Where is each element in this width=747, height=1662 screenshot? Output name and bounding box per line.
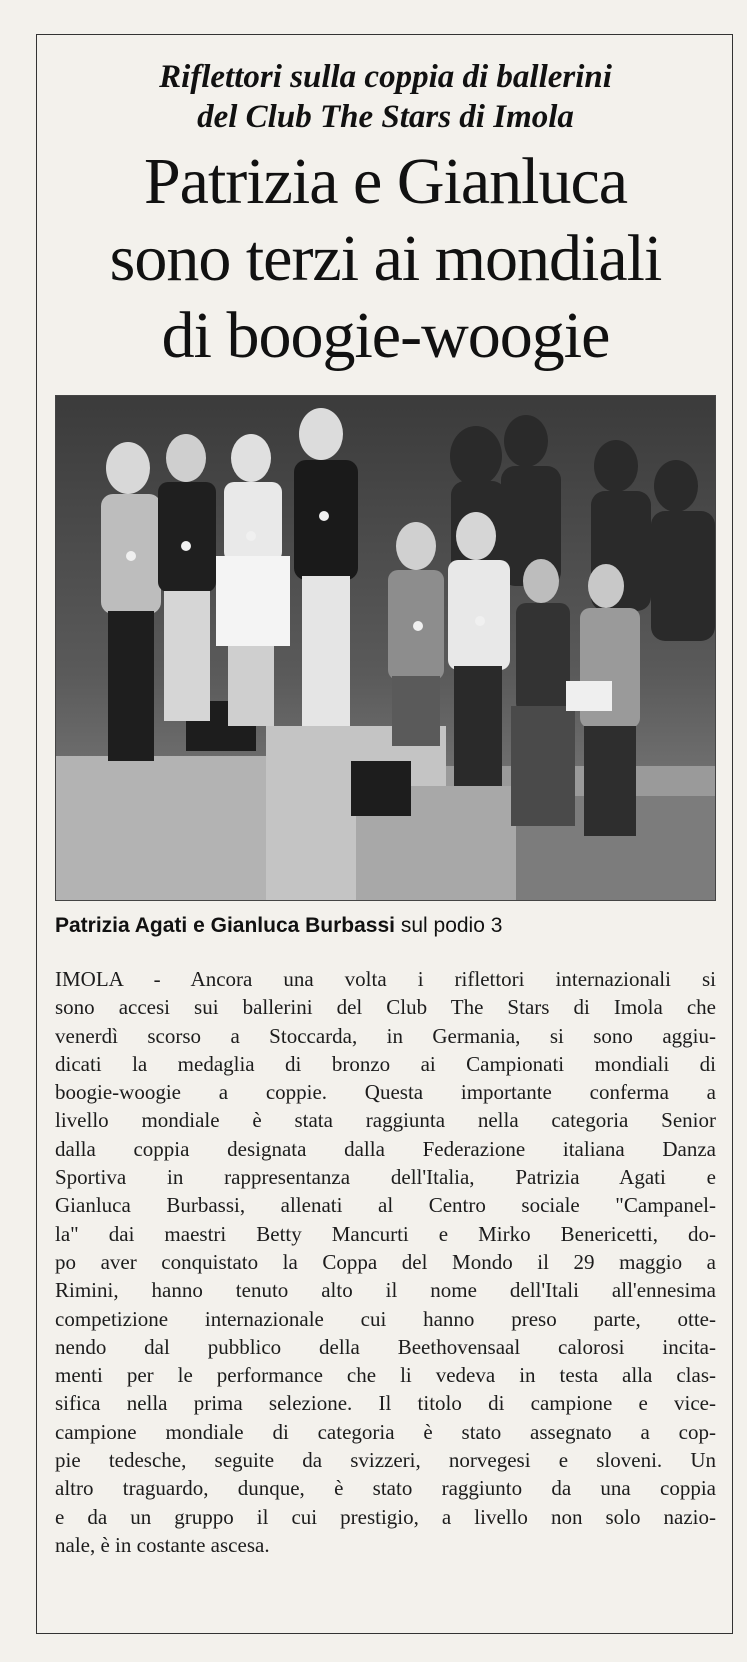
article-headline <box>37 143 734 374</box>
body-line: boogie-woogie a coppie. Questa importante conferma a <box>55 1080 716 1105</box>
article-frame <box>36 34 733 1634</box>
kicker-line: Riflettori sulla coppia di ballerini <box>159 59 612 95</box>
body-line: IMOLA - Ancora una volta i riflettori internazionali si <box>55 967 716 991</box>
caption-rest: sul podio 3 <box>395 914 503 937</box>
body-line: altro traguardo, dunque, è stato raggiunto da una coppia <box>55 1476 716 1501</box>
body-line: livello mondiale è stata raggiunta nella categoria Senior <box>55 1108 716 1133</box>
body-line: venerdì scorso a Stoccarda, in Germania, si sono aggiu- <box>55 1023 716 1048</box>
body-line: sifica nella prima selezione. Il titolo di campione e vice- <box>55 1391 716 1416</box>
headline-line: di boogie-woogie <box>161 299 610 372</box>
body-line: e da un gruppo il cui prestigio, a livello non solo nazio- <box>55 1504 716 1529</box>
body-line: la" dai maestri Betty Mancurti e Mirko Benericetti, do- <box>55 1221 716 1246</box>
podium-photo <box>55 395 716 901</box>
body-line: dalla coppia designata dalla Federazione italiana Danza <box>55 1136 716 1161</box>
body-line: competizione internazionale cui hanno preso parte, otte- <box>55 1306 716 1331</box>
headline-line: sono terzi ai mondiali <box>109 222 662 295</box>
article-kicker <box>37 57 734 137</box>
body-line: nendo dal pubblico della Beethovensaal calorosi incita- <box>55 1334 716 1359</box>
body-line: nale, è in costante ascesa. <box>55 1532 270 1557</box>
headline-line: Patrizia e Gianluca <box>143 145 628 218</box>
kicker-line: del Club The Stars di Imola <box>197 99 574 135</box>
body-line: Sportiva in rappresentanza dell'Italia, Patrizia Agati e <box>55 1165 716 1190</box>
body-line: Rimini, hanno tenuto alto il nome dell'Itali all'ennesima <box>55 1278 716 1303</box>
body-line: sono accesi sui ballerini del Club The Stars di Imola che <box>55 995 716 1020</box>
photo-caption <box>55 913 716 939</box>
article-body <box>55 965 716 1559</box>
caption-names: Patrizia Agati e Gianluca Burbassi <box>55 914 395 937</box>
body-line: po aver conquistato la Coppa del Mondo il 29 maggio a <box>55 1249 716 1274</box>
body-line: campione mondiale di categoria è stato assegnato a cop- <box>55 1419 716 1444</box>
body-line: dicati la medaglia di bronzo ai Campionati mondiali di <box>55 1051 716 1076</box>
podium-photo-illustration <box>56 396 715 900</box>
body-line: Gianluca Burbassi, allenati al Centro sociale "Campanel- <box>55 1193 716 1218</box>
body-line: menti per le performance che li vedeva in testa alla clas- <box>55 1363 716 1388</box>
body-line: pie tedesche, seguite da svizzeri, norvegesi e sloveni. Un <box>55 1448 716 1473</box>
